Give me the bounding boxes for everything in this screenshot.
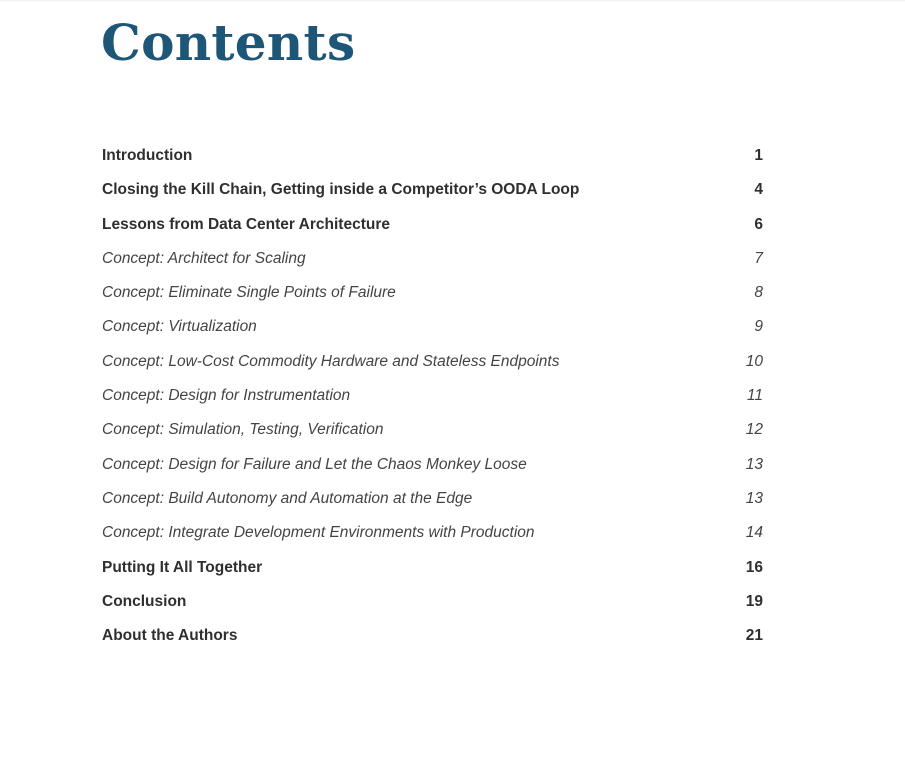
toc-entry[interactable] [102, 208, 763, 242]
toc-entry-title: Concept: Build Autonomy and Automation at the Edge [102, 489, 473, 507]
toc-entry-page: 12 [745, 421, 763, 439]
page-top-edge [0, 0, 905, 2]
toc-entry[interactable] [102, 139, 763, 173]
toc-entry-title: Conclusion [102, 592, 187, 610]
toc-entry[interactable] [102, 482, 763, 516]
toc-entry-page: 4 [754, 181, 763, 199]
toc-entry-title: Putting It All Together [102, 558, 263, 576]
toc-entry-title: Concept: Design for Instrumentation [102, 387, 351, 405]
toc-entry[interactable] [102, 242, 763, 276]
toc-entry[interactable] [102, 448, 763, 482]
toc-entry-title: Concept: Simulation, Testing, Verification [102, 421, 384, 439]
toc-entry-page: 13 [745, 489, 763, 507]
toc-entry-page: 16 [745, 558, 763, 576]
toc-entry[interactable] [102, 173, 763, 207]
toc-entry[interactable] [102, 551, 763, 585]
toc-entry[interactable] [102, 413, 763, 447]
toc-entry-page: 7 [754, 249, 763, 267]
toc-entry-title: About the Authors [102, 627, 238, 645]
toc-entry-page: 1 [754, 147, 763, 164]
toc-entry[interactable] [102, 516, 763, 550]
toc-entry-title: Concept: Architect for Scaling [102, 249, 306, 267]
toc-entry-title: Concept: Low-Cost Commodity Hardware and Stateless Endpoints [102, 352, 560, 370]
toc-entry-title: Concept: Integrate Development Environments with Production [102, 524, 535, 542]
toc-entry-page: 11 [746, 387, 763, 405]
toc-entry-page: 8 [754, 284, 763, 302]
toc-entry[interactable] [102, 585, 763, 619]
toc-entry-title: Lessons from Data Center Architecture [102, 215, 390, 233]
table-of-contents [102, 139, 763, 653]
toc-entry-page: 14 [745, 524, 763, 542]
toc-entry[interactable] [102, 276, 763, 310]
toc-entry-page: 10 [745, 352, 763, 370]
toc-entry-title: Concept: Eliminate Single Points of Failure [102, 284, 396, 302]
toc-entry-title: Introduction [102, 147, 193, 164]
toc-entry-page: 19 [745, 592, 763, 610]
toc-entry-page: 9 [754, 318, 763, 336]
toc-entry-title: Closing the Kill Chain, Getting inside a Competitor’s OODA Loop [102, 181, 580, 199]
page-title: Contents [101, 13, 356, 72]
toc-entry-page: 6 [754, 215, 763, 233]
toc-entry[interactable] [102, 379, 763, 413]
toc-entry[interactable] [102, 345, 763, 379]
toc-entry-title: Concept: Virtualization [102, 318, 257, 336]
toc-entry-page: 21 [745, 627, 763, 645]
toc-entry-page: 13 [745, 455, 763, 473]
toc-entry-title: Concept: Design for Failure and Let the Chaos Monkey Loose [102, 455, 527, 473]
toc-entry[interactable] [102, 310, 763, 344]
toc-entry[interactable] [102, 619, 763, 653]
